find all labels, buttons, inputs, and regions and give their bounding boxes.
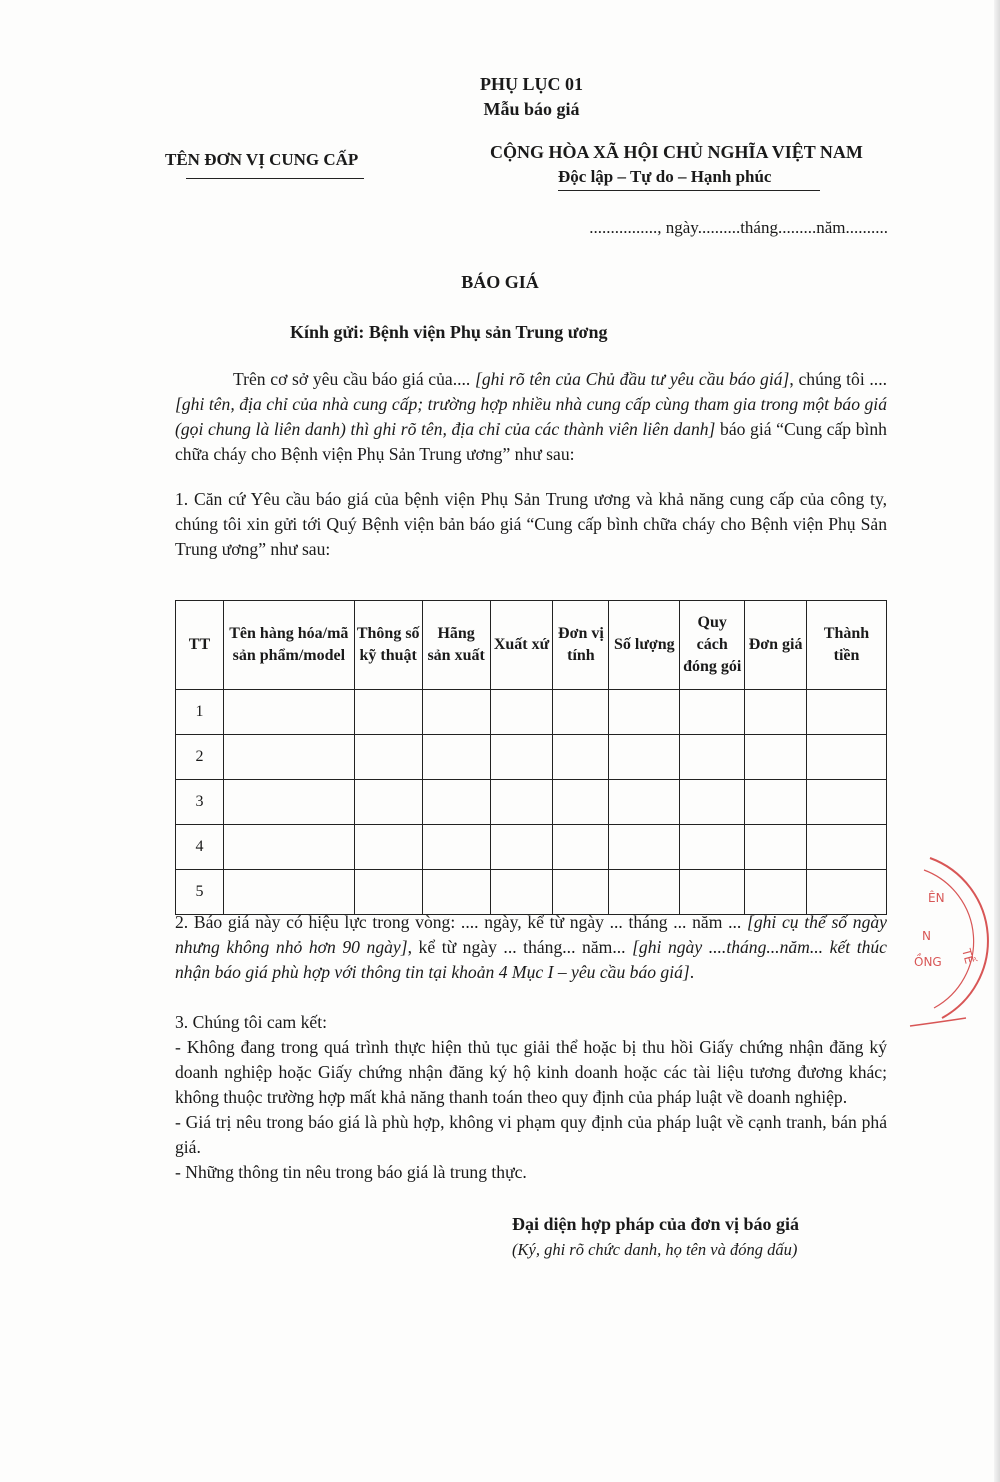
table-cell xyxy=(422,825,490,870)
table-cell xyxy=(553,870,609,915)
table-cell xyxy=(807,735,887,780)
item-3-heading: 3. Chúng tôi cam kết: xyxy=(175,1012,327,1032)
signature-note: (Ký, ghi rõ chức danh, họ tên và đóng dấu) xyxy=(512,1240,798,1259)
item-2-text-c: , kể từ ngày ... tháng... năm... xyxy=(407,937,633,957)
intro-text-e: báo giá “Cung cấp bình chữa cháy cho Bệnh viện Phụ Sản Trung ương” như sau: xyxy=(175,419,887,464)
intro-placeholder-owner: [ghi rõ tên của Chủ đầu tư yêu cầu báo giá] xyxy=(475,369,790,389)
table-cell xyxy=(490,735,553,780)
item-2-placeholder-end-date: [ghi ngày ....tháng...năm... kết thúc nhận báo giá phù hợp với thông tin tại khoản 4 Mục I – yêu cầu báo giá] xyxy=(175,937,887,982)
column-header-origin: Xuất xứ xyxy=(490,601,553,690)
table-cell xyxy=(807,690,887,735)
table-row xyxy=(176,825,887,870)
column-header-quantity: Số lượng xyxy=(609,601,680,690)
page-edge-shadow xyxy=(994,0,1000,1482)
table-cell xyxy=(680,825,745,870)
item-2-paragraph xyxy=(175,910,887,985)
commitment-1: - Không đang trong quá trình thực hiện thủ tục giải thể hoặc bị thu hồi Giấy chứng nhận đăng ký doanh nghiệp hoặc Giấy chứng nhận đăng ký hộ kinh doanh hoặc các tài liệu tương đương khác; không thuộc trường hợp mất khả năng thanh toán theo quy định của pháp luật về doanh nghiệp. xyxy=(175,1037,887,1107)
table-cell xyxy=(680,735,745,780)
column-header-manufacturer: Hãng sản xuất xyxy=(422,601,490,690)
table-row xyxy=(176,735,887,780)
table-cell xyxy=(422,735,490,780)
table-cell xyxy=(745,735,807,780)
table-row xyxy=(176,870,887,915)
column-header-unit: Đơn vị tính xyxy=(553,601,609,690)
stamp-text-3: ỒNG xyxy=(914,955,942,969)
motto: Độc lập – Tự do – Hạnh phúc xyxy=(558,167,772,186)
table-header-row xyxy=(176,601,887,690)
table-cell xyxy=(609,870,680,915)
quote-table xyxy=(175,600,887,915)
item-2-text-a: 2. Báo giá này có hiệu lực trong vòng: .... ngày, kể từ ngày ... tháng ... năm ... xyxy=(175,912,747,932)
row-number: 5 xyxy=(176,870,224,915)
table-cell xyxy=(609,690,680,735)
table-cell xyxy=(609,735,680,780)
table-cell xyxy=(609,825,680,870)
table-cell xyxy=(422,690,490,735)
commitment-2: - Giá trị nêu trong báo giá là phù hợp, không vi phạm quy định của pháp luật về cạnh tranh, bán phá giá. xyxy=(175,1112,887,1157)
appendix-heading: PHỤ LỤC 01 xyxy=(480,74,583,94)
document-title: BÁO GIÁ xyxy=(461,272,539,292)
column-header-product: Tên hàng hóa/mã sản phẩm/model xyxy=(223,601,354,690)
table-cell xyxy=(422,870,490,915)
table-cell xyxy=(223,870,354,915)
table-cell xyxy=(609,780,680,825)
table-cell xyxy=(807,780,887,825)
table-cell xyxy=(354,690,422,735)
item-1-paragraph: 1. Căn cứ Yêu cầu báo giá của bệnh viện Phụ Sản Trung ương và khả năng cung cấp của công ty, chúng tôi xin gửi tới Quý Bệnh viện bản báo giá “Cung cấp bình chữa cháy cho Bệnh viện Phụ Sản Trung ương” như sau: xyxy=(175,489,887,559)
table-row xyxy=(176,690,887,735)
table-cell xyxy=(745,780,807,825)
table-cell xyxy=(354,825,422,870)
table-cell xyxy=(553,735,609,780)
intro-text-c: , chúng tôi .... xyxy=(789,369,887,389)
item-2-placeholder-days: [ghi cụ thể số ngày nhưng không nhỏ hơn 90 ngày] xyxy=(175,912,887,957)
motto-underline xyxy=(558,190,820,191)
table-cell xyxy=(223,690,354,735)
column-header-packaging: Quy cách đóng gói xyxy=(680,601,745,690)
table-cell xyxy=(354,735,422,780)
row-number: 4 xyxy=(176,825,224,870)
column-header-specs: Thông số kỹ thuật xyxy=(354,601,422,690)
table-cell xyxy=(490,870,553,915)
intro-paragraph xyxy=(175,367,887,467)
nation-heading: CỘNG HÒA XÃ HỘI CHỦ NGHĨA VIỆT NAM xyxy=(490,142,863,162)
table-cell xyxy=(745,690,807,735)
red-stamp-fragment xyxy=(900,850,994,1030)
table-cell xyxy=(553,690,609,735)
table-cell xyxy=(354,870,422,915)
stamp-text-2: N xyxy=(922,929,931,943)
table-cell xyxy=(422,780,490,825)
table-row xyxy=(176,780,887,825)
stamp-text-4: TẾ xyxy=(959,947,977,966)
intro-text-a: Trên cơ sở yêu cầu báo giá của.... xyxy=(233,369,475,389)
stamp-text-1: ÊN xyxy=(928,891,945,905)
table-cell xyxy=(354,780,422,825)
signature-title: Đại diện hợp pháp của đơn vị báo giá xyxy=(512,1214,800,1234)
column-header-total: Thành tiền xyxy=(807,601,887,690)
supplier-underline xyxy=(186,178,364,179)
intro-placeholder-supplier: [ghi tên, địa chỉ của nhà cung cấp; trường hợp nhiều nhà cung cấp cùng tham gia trong một báo giá (gọi chung là liên danh) thì ghi rõ tên, địa chỉ của các thành viên liên danh] xyxy=(175,394,887,439)
table-cell xyxy=(223,780,354,825)
commitment-3: - Những thông tin nêu trong báo giá là trung thực. xyxy=(175,1162,527,1182)
recipient-line: Kính gửi: Bệnh viện Phụ sản Trung ương xyxy=(290,322,608,342)
table-cell xyxy=(745,825,807,870)
table-cell xyxy=(223,735,354,780)
table-cell xyxy=(223,825,354,870)
commitments-section xyxy=(175,1010,887,1185)
supplier-name: TÊN ĐƠN VỊ CUNG CẤP xyxy=(165,150,359,169)
table-cell xyxy=(680,870,745,915)
table-cell xyxy=(807,870,887,915)
table-cell xyxy=(680,690,745,735)
column-header-unit-price: Đơn giá xyxy=(745,601,807,690)
table-cell xyxy=(745,870,807,915)
table-cell xyxy=(807,825,887,870)
row-number: 3 xyxy=(176,780,224,825)
table-cell xyxy=(553,780,609,825)
form-name-heading: Mẫu báo giá xyxy=(483,99,580,119)
row-number: 2 xyxy=(176,735,224,780)
column-header-tt: TT xyxy=(176,601,224,690)
table-cell xyxy=(490,825,553,870)
table-cell xyxy=(680,780,745,825)
date-line: ................, ngày..........tháng.........năm.......... xyxy=(589,218,888,237)
row-number: 1 xyxy=(176,690,224,735)
table-cell xyxy=(490,690,553,735)
table-cell xyxy=(490,780,553,825)
table-cell xyxy=(553,825,609,870)
item-2-text-e: . xyxy=(689,962,695,982)
